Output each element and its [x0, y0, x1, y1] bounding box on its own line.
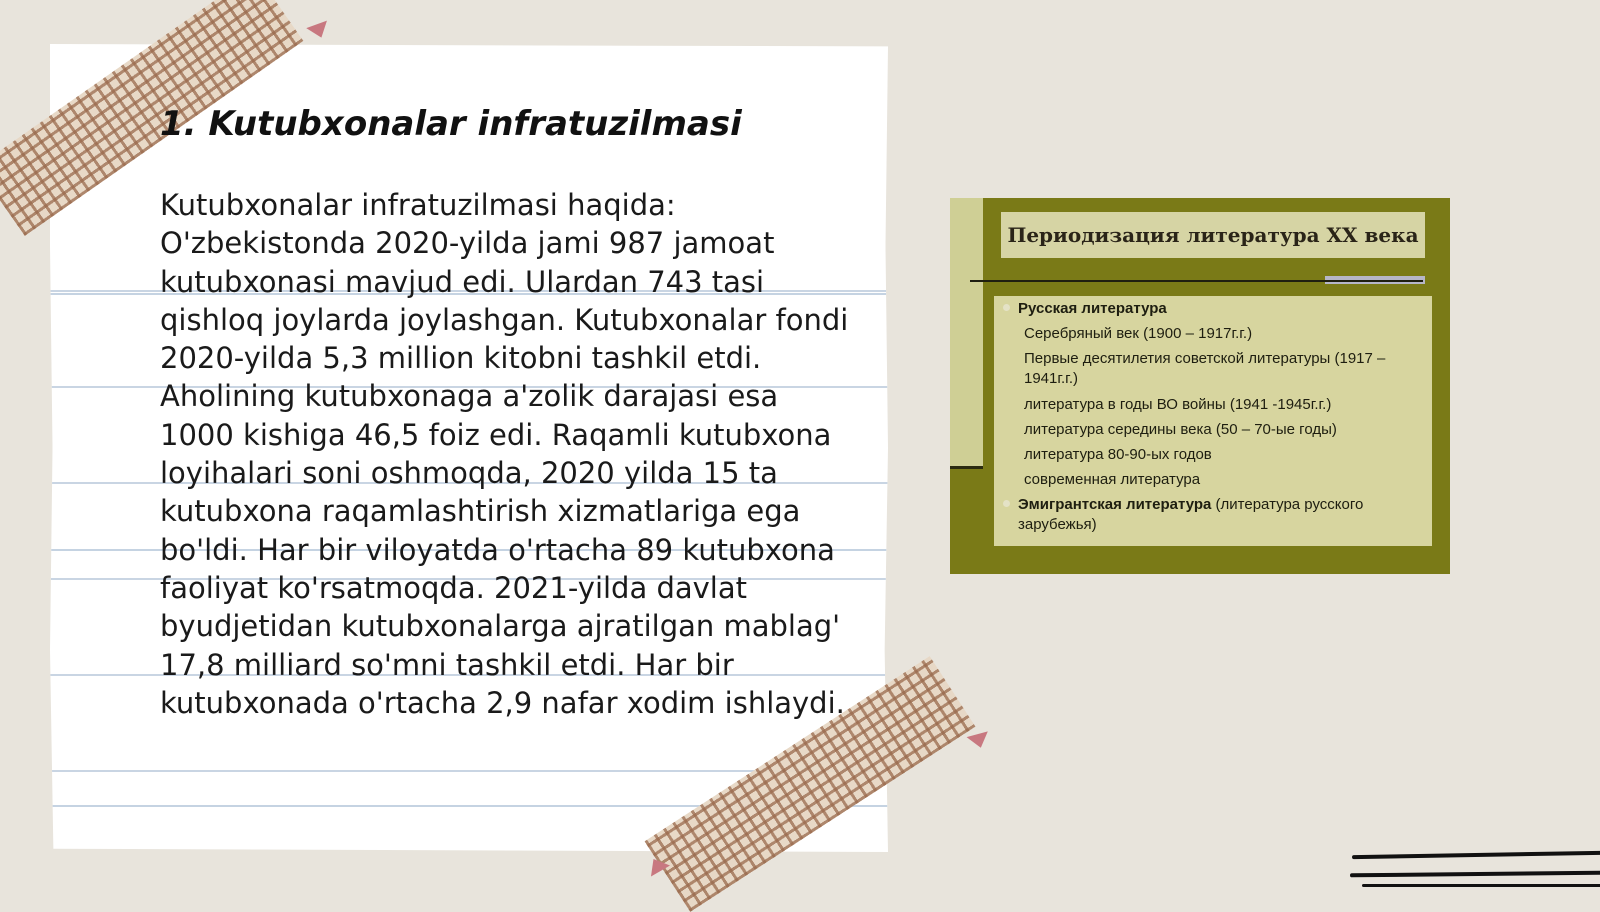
tape-tip	[967, 731, 992, 750]
embedded-title: Периодизация литература XX века	[1007, 223, 1419, 247]
section-heading: Эмигрантская литература	[1018, 496, 1212, 513]
slide-decor-strip	[950, 198, 983, 466]
decor-scribble	[1350, 871, 1600, 878]
section-note: (литература русского зарубежья)	[1018, 496, 1364, 533]
list-item: литература 80-90-ых годов	[1024, 446, 1212, 463]
list-item: литература середины века (50 – 70-ые годы)	[1024, 421, 1337, 438]
embedded-title-box	[1001, 212, 1425, 258]
list-item: Первые десятилетия советской литературы (1917 – 1941г.г.)	[1024, 350, 1386, 387]
bullet-icon	[1003, 304, 1010, 311]
slide-body-text: Kutubxonalar infratuzilmasi haqida: O'zbekistonda 2020-yilda jami 987 jamoat kutubxonasi mavjud edi. Ulardan 743 tasi qishloq joylarda joylashgan. Kutubxonalar fondi 2020-yilda 5,3 million kitobni tashkil etdi. Aholining kutubxonaga a'zolik darajasi esa 1000 kishiga 46,5 foiz edi. Raqamli kutubxona loyihalari soni oshmoqda, 2020 yilda 15 ta kutubxona raqamlashtirish xizmatlariga ega bo'ldi. Har bir viloyatda o'rtacha 89 kutubxona faoliyat ko'rsatmoqda. 2021-yilda davlat byudjetidan kutubxonalarga ajratilgan mablag' 17,8 milliard so'mni tashkil etdi. Har bir kutubxonada o'rtacha 2,9 nafar xodim ishlaydi.	[160, 188, 849, 720]
slide-title: 1. Kutubxonalar infratuzilmasi	[160, 104, 742, 144]
decor-scribble	[1362, 884, 1600, 887]
section-heading: Русская литература	[1018, 300, 1167, 317]
slide-decor-divider	[950, 466, 983, 469]
list-item: Серебряный век (1900 – 1917г.г.)	[1024, 325, 1253, 342]
list-item: современная литература	[1024, 471, 1201, 488]
bullet-icon	[1003, 500, 1010, 507]
tape-tip	[306, 21, 331, 42]
decor-scribble	[1352, 851, 1600, 859]
embedded-content-panel	[994, 296, 1432, 546]
section-heading-with-note	[1018, 495, 1423, 535]
list-item: литература в годы ВО войны (1941 -1945г.г.)	[1024, 396, 1332, 413]
embedded-slide-image	[950, 198, 1450, 574]
title-underline	[970, 280, 1423, 282]
